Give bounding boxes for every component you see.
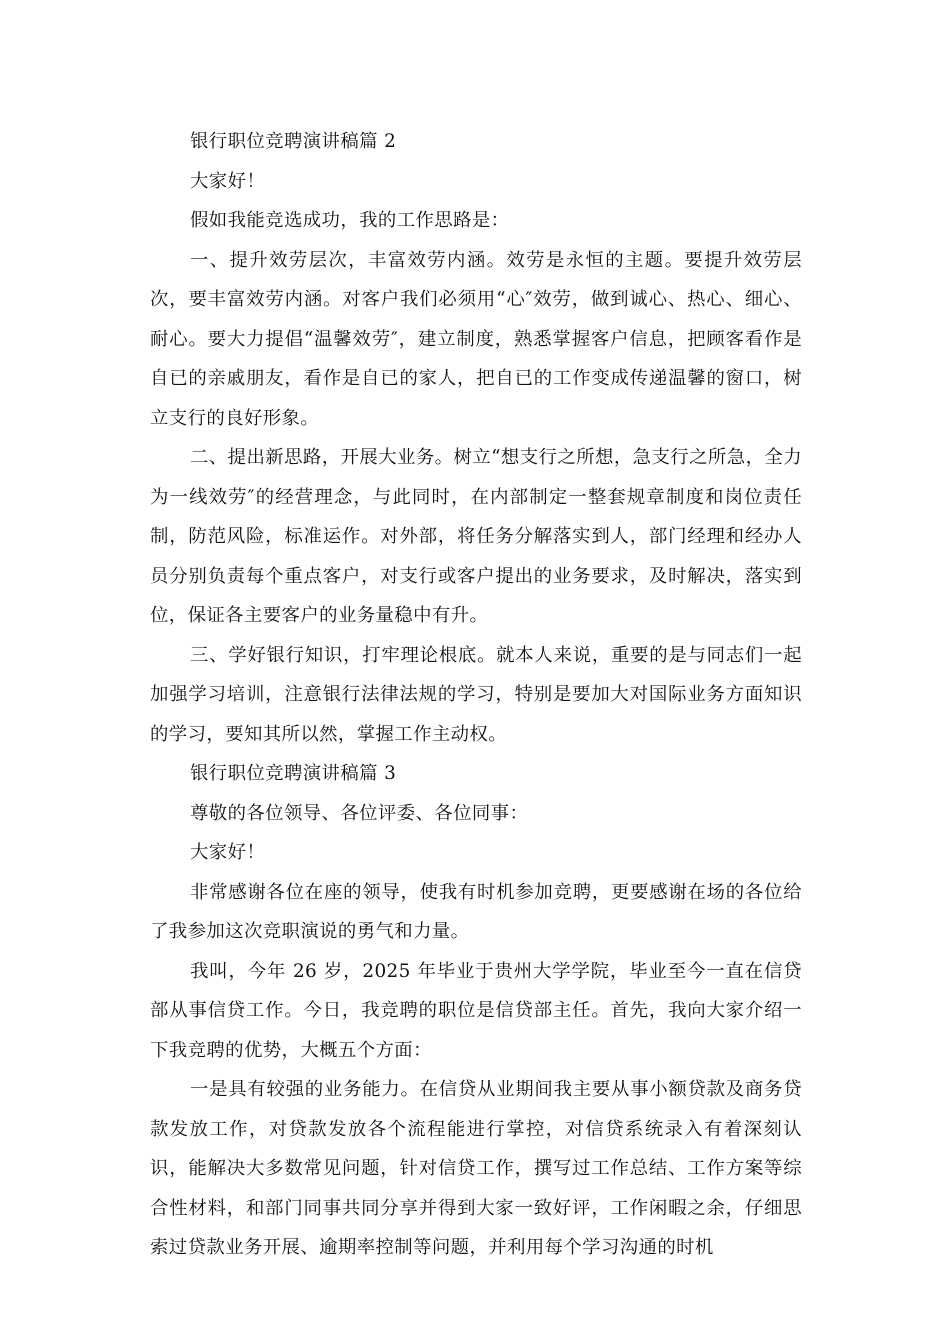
paragraph: 二、提出新思路，开展大业务。树立“想支行之所想，急支行之所急，全力为一线效劳″的经营理念，与此同时，在内部制定一整套规章制度和岗位责任制，防范风险，标准运作。对外部，将任务分解落实到人，部门经理和经办人员分别负责每个重点客户，对支行或客户提出的业务要求，及时解决，落实到位，保证各主要客户的业务量稳中有升。 (150, 447, 802, 626)
greeting: 大家好！ (190, 170, 266, 192)
paragraph: 我叫，今年 26 岁，2025 年毕业于贵州大学学院，毕业至今一直在信贷部从事信贷工作。今日，我竞聘的职位是信贷部主任。首先，我向大家介绍一下我竞聘的优势，大概五个方面： (150, 960, 802, 1061)
document-body (150, 122, 802, 1268)
section-heading: 银行职位竞聘演讲稿篇 2 (190, 131, 397, 152)
paragraph: 三、学好银行知识，打牢理论根底。就本人来说，重要的是与同志们一起加强学习培训，注意银行法律法规的学习，特别是要加大对国际业务方面知识的学习，要知其所以然，掌握工作主动权。 (150, 644, 802, 745)
paragraph: 一、提升效劳层次，丰富效劳内涵。效劳是永恒的主题。要提升效劳层次，要丰富效劳内涵。对客户我们必须用“心″效劳，做到诚心、热心、细心、耐心。要大力提倡“温馨效劳″，建立制度，熟悉掌握客户信息，把顾客看作是自已的亲戚朋友，看作是自已的家人，把自已的工作变成传递温馨的窗口，树立支行的良好形象。 (150, 249, 802, 429)
salutation: 尊敬的各位领导、各位评委、各位同事： (190, 802, 529, 824)
greeting: 大家好！ (190, 842, 266, 863)
paragraph: 一是具有较强的业务能力。在信贷从业期间我主要从事小额贷款及商务贷款发放工作，对贷款发放各个流程能进行掌控，对信贷系统录入有着深刻认识，能解决大多数常见问题，针对信贷工作，撰写过工作总结、工作方案等综合性材料，和部门同事共同分享并得到大家一致好评，工作闲暇之余，仔细思索过贷款业务开展、逾期率控制等问题，并利用每个学习沟通的时机 (150, 1079, 802, 1258)
paragraph: 假如我能竞选成功，我的工作思路是： (190, 210, 510, 231)
paragraph: 非常感谢各位在座的领导，使我有时机参加竞聘，更要感谢在场的各位给了我参加这次竞职演说的勇气和力量。 (150, 881, 802, 942)
section-heading: 银行职位竞聘演讲稿篇 3 (190, 763, 397, 784)
